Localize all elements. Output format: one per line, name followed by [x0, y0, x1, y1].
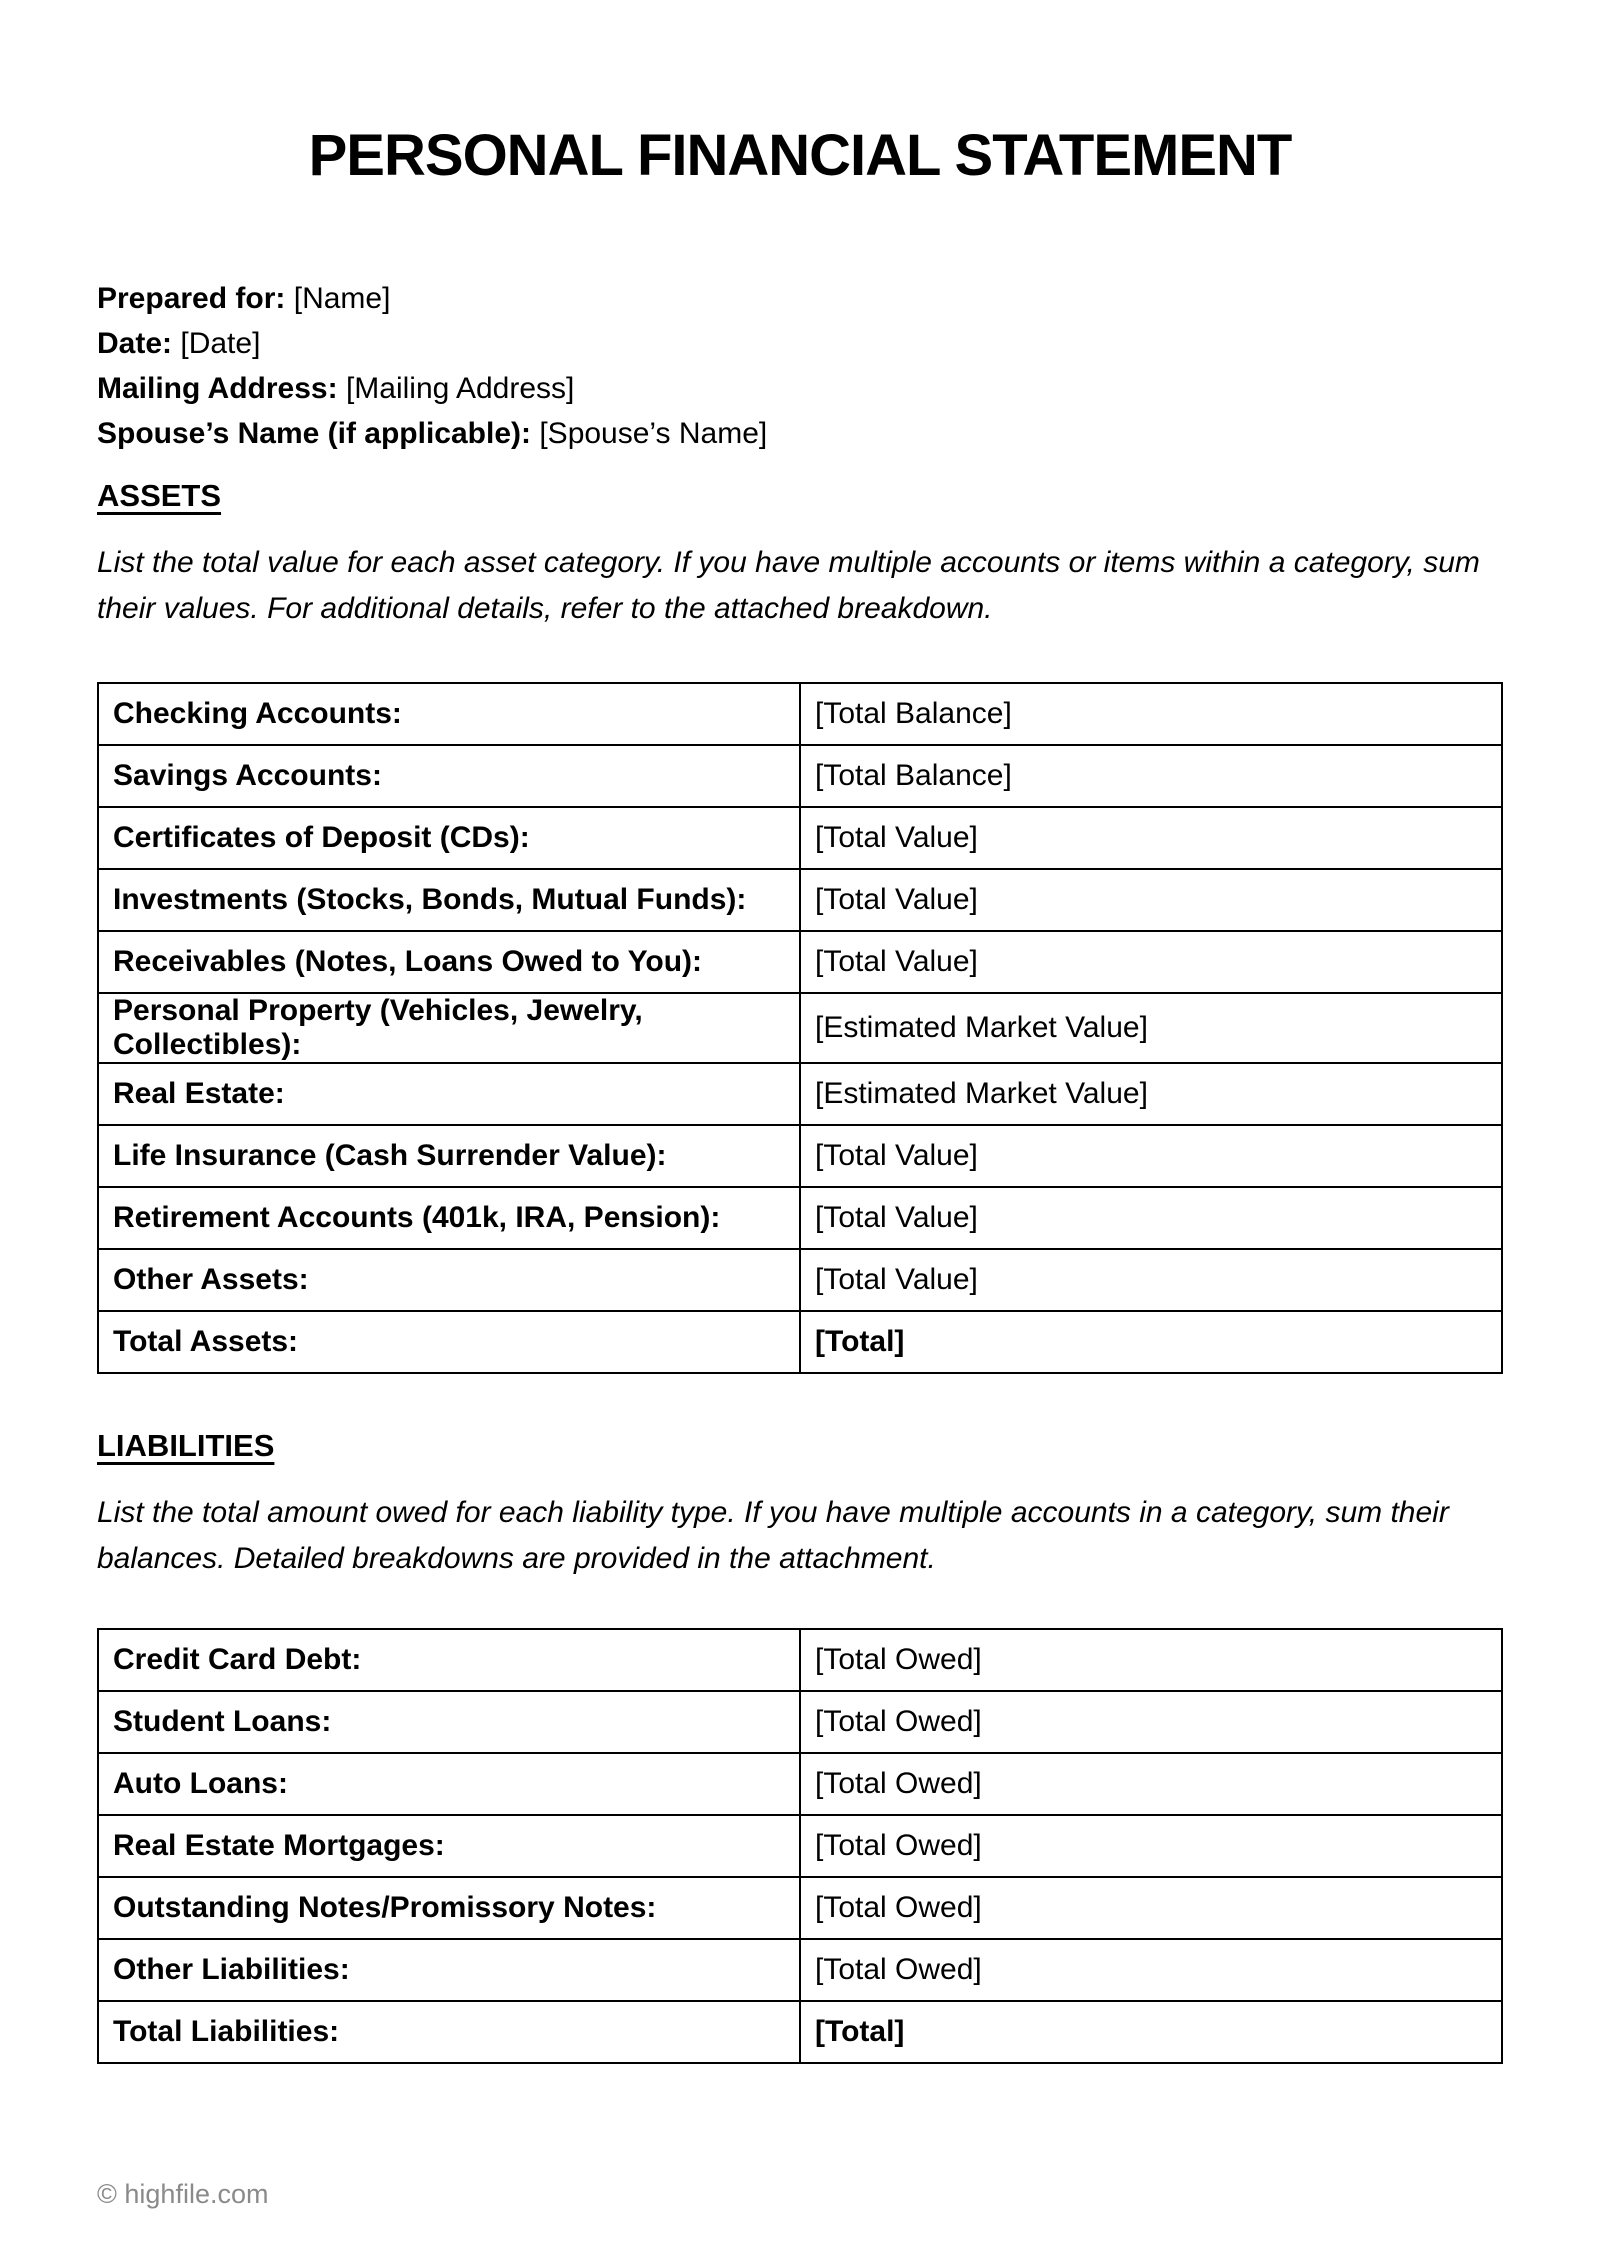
info-label: Prepared for: — [97, 282, 286, 315]
table-row — [98, 1311, 1502, 1373]
row-label: Auto Loans: — [98, 1753, 800, 1815]
row-value-placeholder[interactable]: [Total Owed] — [800, 1877, 1502, 1939]
info-value-placeholder[interactable]: [Mailing Address] — [345, 372, 575, 405]
table-row — [98, 1691, 1502, 1753]
table-row — [98, 869, 1502, 931]
table-row — [98, 2001, 1502, 2063]
assets-table — [97, 682, 1503, 1374]
row-label: Total Assets: — [98, 1311, 800, 1373]
row-value-placeholder[interactable]: [Total] — [800, 2001, 1502, 2063]
info-line — [97, 411, 1503, 456]
table-row — [98, 1249, 1502, 1311]
info-label: Mailing Address: — [97, 372, 338, 405]
row-value-placeholder[interactable]: [Total Owed] — [800, 1691, 1502, 1753]
row-value-placeholder[interactable]: [Estimated Market Value] — [800, 1063, 1502, 1125]
row-value-placeholder[interactable]: [Total Owed] — [800, 1629, 1502, 1691]
liabilities-description: List the total amount owed for each liability type. If you have multiple accounts in a category, sum their balances. Detailed breakdowns are provided in the attachment. — [97, 1496, 1449, 1575]
info-line — [97, 366, 1503, 411]
assets-description: List the total value for each asset category. If you have multiple accounts or items within a category, sum their values. For additional details, refer to the attached breakdown. — [97, 546, 1480, 625]
row-label: Real Estate: — [98, 1063, 800, 1125]
table-row — [98, 1125, 1502, 1187]
row-value-placeholder[interactable]: [Total Value] — [800, 807, 1502, 869]
table-row — [98, 1187, 1502, 1249]
row-value-placeholder[interactable]: [Total Value] — [800, 1187, 1502, 1249]
table-row — [98, 1629, 1502, 1691]
row-value-placeholder[interactable]: [Estimated Market Value] — [800, 993, 1502, 1063]
row-value-placeholder[interactable]: [Total Value] — [800, 1249, 1502, 1311]
table-row — [98, 1877, 1502, 1939]
row-value-placeholder[interactable]: [Total Owed] — [800, 1753, 1502, 1815]
liabilities-table — [97, 1628, 1503, 2064]
info-value-placeholder[interactable]: [Name] — [293, 282, 391, 315]
row-value-placeholder[interactable]: [Total Balance] — [800, 745, 1502, 807]
table-row — [98, 1939, 1502, 2001]
table-row — [98, 931, 1502, 993]
row-label: Total Liabilities: — [98, 2001, 800, 2063]
info-label: Spouse’s Name (if applicable): — [97, 417, 531, 450]
liabilities-heading: LIABILITIES — [97, 1428, 275, 1463]
table-row — [98, 1815, 1502, 1877]
info-line — [97, 276, 1503, 321]
row-label: Checking Accounts: — [98, 683, 800, 745]
table-row — [98, 745, 1502, 807]
table-row — [98, 993, 1502, 1063]
row-label: Retirement Accounts (401k, IRA, Pension): — [98, 1187, 800, 1249]
row-label: Student Loans: — [98, 1691, 800, 1753]
row-value-placeholder[interactable]: [Total Owed] — [800, 1815, 1502, 1877]
row-label: Personal Property (Vehicles, Jewelry, Collectibles): — [98, 993, 800, 1063]
info-value-placeholder[interactable]: [Date] — [180, 327, 261, 360]
table-row — [98, 807, 1502, 869]
row-value-placeholder[interactable]: [Total Value] — [800, 931, 1502, 993]
footer-copyright: © highfile.com — [97, 2179, 269, 2209]
table-row — [98, 683, 1502, 745]
table-row — [98, 1063, 1502, 1125]
row-label: Investments (Stocks, Bonds, Mutual Funds): — [98, 869, 800, 931]
row-label: Receivables (Notes, Loans Owed to You): — [98, 931, 800, 993]
info-value-placeholder[interactable]: [Spouse’s Name] — [539, 417, 768, 450]
row-label: Outstanding Notes/Promissory Notes: — [98, 1877, 800, 1939]
row-value-placeholder[interactable]: [Total] — [800, 1311, 1502, 1373]
row-label: Savings Accounts: — [98, 745, 800, 807]
info-block — [97, 276, 1503, 456]
page-title: PERSONAL FINANCIAL STATEMENT — [308, 123, 1292, 188]
row-value-placeholder[interactable]: [Total Balance] — [800, 683, 1502, 745]
assets-heading: ASSETS — [97, 478, 222, 513]
row-label: Other Liabilities: — [98, 1939, 800, 2001]
row-label: Credit Card Debt: — [98, 1629, 800, 1691]
row-value-placeholder[interactable]: [Total Value] — [800, 869, 1502, 931]
row-value-placeholder[interactable]: [Total Value] — [800, 1125, 1502, 1187]
row-value-placeholder[interactable]: [Total Owed] — [800, 1939, 1502, 2001]
row-label: Real Estate Mortgages: — [98, 1815, 800, 1877]
row-label: Life Insurance (Cash Surrender Value): — [98, 1125, 800, 1187]
row-label: Certificates of Deposit (CDs): — [98, 807, 800, 869]
info-label: Date: — [97, 327, 173, 360]
info-line — [97, 321, 1503, 366]
table-row — [98, 1753, 1502, 1815]
row-label: Other Assets: — [98, 1249, 800, 1311]
